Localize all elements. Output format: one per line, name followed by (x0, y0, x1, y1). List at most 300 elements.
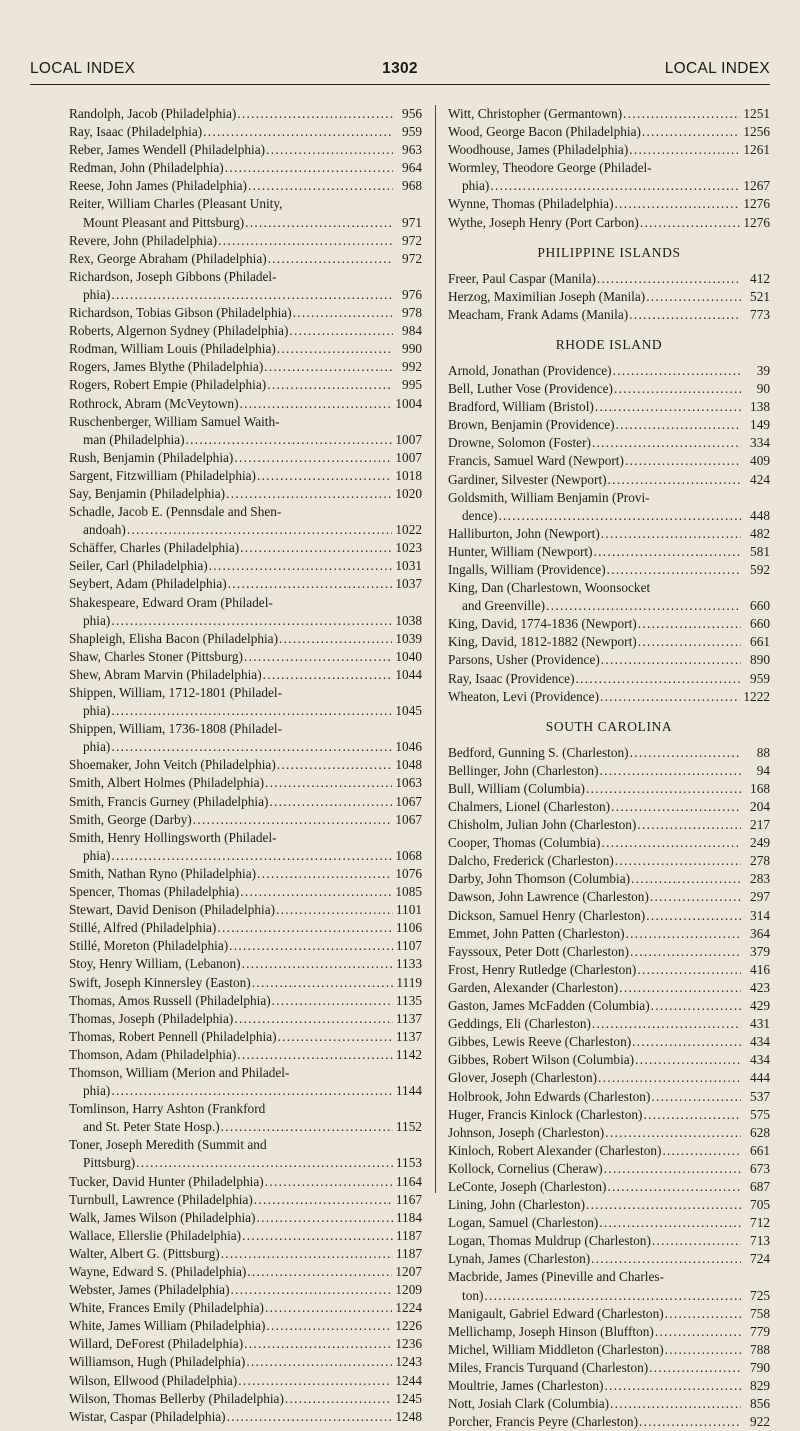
header-rule (30, 84, 770, 85)
entry-name-cont: phia) (83, 612, 111, 628)
entry-page: 963 (402, 142, 422, 158)
entry-line (69, 1335, 422, 1353)
entry-page: 725 (750, 1287, 770, 1303)
entry-line (69, 1390, 422, 1408)
index-entry (69, 1335, 422, 1353)
entry-name: Rex, George Abraham (Philadelphia) (69, 250, 267, 266)
index-entry (69, 992, 422, 1010)
entry-page: 1022 (395, 522, 422, 538)
entry-page: 575 (750, 1106, 770, 1122)
dot-leader (601, 651, 741, 669)
index-entry (448, 888, 770, 906)
entry-name: Rush, Benjamin (Philadelphia) (69, 449, 234, 465)
entry-line (448, 1232, 770, 1250)
dot-leader (229, 937, 393, 955)
entry-line (448, 762, 770, 780)
entry-page: 416 (750, 961, 770, 977)
index-entry (69, 1010, 422, 1028)
entry-name: Witt, Christopher (Germantown) (448, 106, 623, 121)
entry-name: Thomas, Robert Pennell (Philadelphia) (69, 1028, 277, 1044)
entry-page: 537 (750, 1088, 770, 1104)
index-entry (448, 525, 770, 543)
entry-line (69, 630, 422, 648)
entry-page: 217 (750, 817, 770, 833)
entry-name-cont: man (Philadelphia) (83, 431, 185, 447)
entry-name: Freer, Paul Caspar (Manila) (448, 270, 596, 286)
dot-leader (600, 762, 741, 780)
entry-name: Johnson, Joseph (Charleston) (448, 1124, 605, 1140)
dot-leader (613, 362, 741, 380)
dot-leader (111, 738, 392, 756)
entry-name: Logan, Thomas Muldrup (Charleston) (448, 1233, 651, 1249)
entry-line (448, 1377, 770, 1395)
entry-name: Chisholm, Julian John (Charleston) (448, 817, 637, 833)
entry-line (69, 901, 422, 919)
entry-name: Reese, John James (Philadelphia) (69, 178, 247, 194)
entry-page: 687 (750, 1178, 770, 1194)
entry-name: Willard, DeForest (Philadelphia) (69, 1336, 244, 1352)
entry-name-cont: and Greenville) (462, 598, 546, 614)
entry-line (69, 883, 422, 901)
entry-name-cont: phia) (83, 847, 111, 863)
entry-line (448, 543, 770, 561)
dot-leader (626, 925, 741, 943)
dot-leader (623, 105, 740, 123)
entry-name: Sargent, Fitzwilliam (Philadelphia) (69, 467, 256, 483)
index-entry (448, 579, 770, 615)
entry-name: Walk, James Wilson (Philadelphia) (69, 1209, 256, 1225)
dot-leader (245, 214, 393, 232)
entry-name: Kollock, Cornelius (Cheraw) (448, 1160, 603, 1176)
entry-line (448, 597, 770, 615)
entry-line (448, 1341, 770, 1359)
entry-name: Revere, John (Philadelphia) (69, 232, 218, 248)
entry-line (448, 525, 770, 543)
index-entry (448, 780, 770, 798)
entry-line (448, 398, 770, 416)
dot-leader (265, 1173, 393, 1191)
entry-page: 278 (750, 853, 770, 869)
index-entry (448, 105, 770, 123)
dot-leader (228, 575, 393, 593)
entry-page: 444 (750, 1070, 770, 1086)
entry-page: 1106 (395, 920, 422, 936)
entry-page: 1038 (395, 612, 422, 628)
column-divider (435, 105, 436, 1193)
entry-name: Brown, Benjamin (Providence) (448, 417, 615, 433)
entry-page: 661 (750, 1142, 770, 1158)
entry-name: Parsons, Usher (Providence) (448, 652, 600, 668)
index-entry (69, 1299, 422, 1317)
index-entry (69, 919, 422, 937)
entry-page: 1187 (395, 1227, 422, 1243)
running-head-right: LOCAL INDEX (664, 60, 770, 77)
entry-name: Meacham, Frank Adams (Manila) (448, 306, 629, 322)
entry-line (448, 452, 770, 470)
index-entry (69, 756, 422, 774)
entry-line (448, 270, 770, 288)
entry-page: 88 (756, 744, 770, 760)
index-entry (69, 865, 422, 883)
dot-leader (601, 525, 741, 543)
entry-line (69, 756, 422, 774)
index-entry (448, 834, 770, 852)
index-entry (69, 1191, 422, 1209)
dot-leader (607, 1178, 741, 1196)
entry-page: 448 (750, 507, 770, 523)
index-entry (69, 1136, 422, 1172)
entry-name: Arnold, Jonathan (Providence) (448, 362, 612, 378)
entry-line (69, 992, 422, 1010)
entry-name: Frost, Henry Rutledge (Charleston) (448, 961, 637, 977)
dot-leader (203, 123, 393, 141)
dot-leader (625, 452, 741, 470)
dot-leader (246, 1353, 392, 1371)
dot-leader (665, 1305, 741, 1323)
entry-name: Smith, Henry Hollingsworth (Philadel- (69, 829, 277, 845)
entry-name: Walter, Albert G. (Pittsburg) (69, 1245, 220, 1261)
entry-page: 1153 (395, 1155, 422, 1171)
dot-leader (240, 395, 393, 413)
entry-name: Huger, Francis Kinlock (Charleston) (448, 1106, 643, 1122)
entry-line (69, 937, 422, 955)
dot-leader (651, 1088, 741, 1106)
entry-name: Swift, Joseph Kinnersley (Easton) (69, 974, 251, 990)
dot-leader (629, 306, 741, 324)
entry-page: 1144 (395, 1083, 422, 1099)
index-entry (448, 288, 770, 306)
entry-name: Turnbull, Lawrence (Philadelphia) (69, 1191, 253, 1207)
index-entry (448, 1250, 770, 1268)
entry-line (69, 521, 422, 539)
index-entry (69, 955, 422, 973)
index-entry (448, 398, 770, 416)
dot-leader (221, 1245, 393, 1263)
entry-line (69, 1227, 422, 1245)
entry-name: Stillé, Moreton (Philadelphia) (69, 938, 229, 954)
entry-name: Ruschenberger, William Samuel Waith- (69, 413, 280, 429)
entry-line (448, 1359, 770, 1377)
entry-page: 1085 (395, 884, 422, 900)
entry-line (448, 471, 770, 489)
entry-name: Seiler, Carl (Philadelphia) (69, 558, 208, 574)
entry-name-cont: phia) (83, 1083, 111, 1099)
entry-line (69, 919, 422, 937)
dot-leader (655, 1323, 741, 1341)
dot-leader (576, 670, 741, 688)
entry-name-cont: andoah) (83, 522, 126, 538)
entry-name: Wilson, Thomas Bellerby (Philadelphia) (69, 1390, 284, 1406)
entry-page: 1243 (395, 1354, 422, 1370)
entry-line (69, 974, 422, 992)
index-column-right (448, 105, 770, 1431)
entry-page: 314 (750, 907, 770, 923)
dot-leader (218, 232, 393, 250)
entry-page: 990 (402, 341, 422, 357)
entry-page: 1048 (395, 757, 422, 773)
dot-leader (597, 270, 741, 288)
entry-line (448, 105, 770, 123)
index-entry (448, 762, 770, 780)
section-heading: PHILIPPINE ISLANDS (537, 244, 681, 260)
entry-page: 1152 (395, 1119, 422, 1135)
entry-line (448, 615, 770, 633)
index-entry (448, 1268, 770, 1304)
dot-leader (267, 376, 393, 394)
entry-line (69, 214, 422, 232)
index-entry (69, 1028, 422, 1046)
index-entry (448, 214, 770, 232)
entry-name: Michel, William Middleton (Charleston) (448, 1341, 664, 1357)
entry-name: Stillé, Alfred (Philadelphia) (69, 920, 217, 936)
entry-line (69, 1263, 422, 1281)
index-entry (448, 1377, 770, 1395)
index-entry (69, 557, 422, 575)
entry-page: 592 (750, 561, 770, 577)
entry-line (69, 105, 422, 123)
index-entry (69, 630, 422, 648)
dot-leader (254, 1191, 393, 1209)
dot-leader (614, 380, 741, 398)
entry-name: Rodman, William Louis (Philadelphia) (69, 341, 276, 357)
dot-leader (646, 907, 741, 925)
entry-name: Wood, George Bacon (Philadelphia) (448, 124, 641, 140)
entry-page: 968 (402, 178, 422, 194)
entry-page: 1107 (395, 938, 422, 954)
entry-name: Emmet, John Patten (Charleston) (448, 925, 625, 941)
index-entry (69, 1227, 422, 1245)
dot-leader (244, 1335, 392, 1353)
dot-leader (136, 1154, 393, 1172)
entry-page: 424 (750, 471, 770, 487)
entry-line (448, 1413, 770, 1431)
dot-leader (632, 1033, 741, 1051)
dot-leader (615, 195, 741, 213)
entry-name: Rogers, Robert Empie (Philadelphia) (69, 377, 267, 393)
index-entry (448, 543, 770, 561)
index-entry (69, 1353, 422, 1371)
index-entry (69, 720, 422, 756)
entry-page: 712 (750, 1215, 770, 1231)
dot-leader (111, 847, 392, 865)
index-entry (448, 471, 770, 489)
entry-name: Nott, Josiah Clark (Columbia) (448, 1396, 610, 1412)
entry-name: Thomas, Joseph (Philadelphia) (69, 1010, 234, 1026)
entry-line (69, 1317, 422, 1335)
entry-page: 94 (756, 762, 770, 778)
entry-line (69, 612, 422, 630)
entry-page: 1044 (395, 666, 422, 682)
index-entry (69, 340, 422, 358)
index-entry (448, 141, 770, 159)
entry-line (69, 1299, 422, 1317)
dot-leader (277, 340, 393, 358)
dot-leader (265, 1299, 392, 1317)
index-entry (448, 416, 770, 434)
index-entry (448, 1196, 770, 1214)
entry-name: Miles, Francis Turquand (Charleston) (448, 1359, 649, 1375)
entry-name: Bradford, William (Bristol) (448, 399, 594, 415)
entry-page: 1276 (743, 214, 770, 230)
entry-page: 521 (750, 288, 770, 304)
entry-line (69, 575, 422, 593)
index-entry (448, 615, 770, 633)
entry-page: 1256 (743, 124, 770, 140)
entry-name: King, David, 1774-1836 (Newport) (448, 616, 637, 632)
entry-line (69, 1353, 422, 1371)
entry-page: 972 (402, 250, 422, 266)
dot-leader (498, 507, 741, 525)
entry-name-cont: and St. Peter State Hosp.) (83, 1119, 220, 1135)
dot-leader (611, 798, 741, 816)
entry-line (69, 648, 422, 666)
index-entry (448, 1160, 770, 1178)
index-entry (448, 195, 770, 213)
entry-name: Smith, George (Darby) (69, 811, 192, 827)
dot-leader (638, 615, 741, 633)
entry-line (69, 1281, 422, 1299)
entry-name: Darby, John Thomson (Columbia) (448, 871, 631, 887)
entry-line (69, 123, 422, 141)
dot-leader (252, 974, 393, 992)
entry-line (448, 1160, 770, 1178)
dot-leader (111, 702, 392, 720)
entry-page: 1119 (396, 974, 422, 990)
entry-name: Bell, Luther Vose (Providence) (448, 381, 613, 397)
index-entry (448, 907, 770, 925)
index-entry (69, 594, 422, 630)
dot-leader (604, 1377, 741, 1395)
dot-leader (257, 1209, 393, 1227)
entry-page: 1267 (743, 178, 770, 194)
dot-leader (615, 852, 741, 870)
entry-line (69, 485, 422, 503)
dot-leader (238, 1372, 392, 1390)
entry-page: 431 (750, 1016, 770, 1032)
dot-leader (652, 1232, 741, 1250)
index-entry (69, 413, 422, 449)
entry-name: Rogers, James Blythe (Philadelphia) (69, 359, 264, 375)
index-entry (69, 1173, 422, 1191)
entry-page: 412 (750, 270, 770, 286)
dot-leader (592, 434, 741, 452)
entry-name: Schadle, Jacob E. (Pennsdale and Shen- (69, 504, 282, 520)
dot-leader (289, 322, 393, 340)
index-entry (69, 793, 422, 811)
entry-page: 1133 (395, 956, 422, 972)
entry-name: Wilson, Ellwood (Philadelphia) (69, 1372, 238, 1388)
dot-leader (266, 1317, 392, 1335)
entry-page: 1137 (395, 1010, 422, 1026)
entry-page: 978 (402, 305, 422, 321)
index-entry (69, 1281, 422, 1299)
entry-name: Gibbes, Robert Wilson (Columbia) (448, 1052, 635, 1068)
entry-name: King, David, 1812-1882 (Newport) (448, 634, 637, 650)
index-entry (69, 1100, 422, 1136)
entry-line (448, 1305, 770, 1323)
dot-leader (602, 834, 742, 852)
dot-leader (616, 416, 741, 434)
entry-name: King, Dan (Charlestown, Woonsocket (448, 580, 651, 596)
entry-line (448, 434, 770, 452)
entry-name: Ray, Isaac (Providence) (448, 670, 575, 686)
dot-leader (630, 744, 741, 762)
entry-line (448, 1015, 770, 1033)
index-entry (448, 925, 770, 943)
entry-line (69, 141, 422, 159)
entry-name: Smith, Nathan Ryno (Philadelphia) (69, 865, 257, 881)
dot-leader (111, 286, 393, 304)
entry-name: Shippen, William, 1712-1801 (Philadel- (69, 685, 283, 700)
entry-page: 660 (750, 616, 770, 632)
entry-line (69, 1028, 422, 1046)
entry-page: 423 (750, 979, 770, 995)
entry-name: Bull, William (Columbia) (448, 780, 585, 796)
entry-name: Stoy, Henry William, (Lebanon) (69, 956, 241, 972)
entry-line (69, 358, 422, 376)
index-entry (69, 883, 422, 901)
entry-page: 1063 (395, 775, 422, 791)
running-head-left: LOCAL INDEX (30, 60, 136, 77)
index-entry (448, 561, 770, 579)
entry-line (69, 1173, 422, 1191)
index-entry (69, 937, 422, 955)
entry-name: Francis, Samuel Ward (Newport) (448, 453, 624, 469)
entry-line (69, 1046, 422, 1064)
index-entry (448, 123, 770, 141)
entry-name-cont: phia) (83, 739, 111, 755)
entry-line (448, 561, 770, 579)
index-entry (69, 449, 422, 467)
index-entry (69, 304, 422, 322)
dot-leader (642, 123, 740, 141)
entry-name: Shakespeare, Edward Oram (Philadel- (69, 594, 273, 610)
dot-leader (640, 214, 741, 232)
entry-page: 1037 (395, 576, 422, 592)
entry-name: Rothrock, Abram (McVeytown) (69, 395, 239, 411)
dot-leader (266, 141, 393, 159)
index-entry (448, 1051, 770, 1069)
entry-name: Wayne, Edward S. (Philadelphia) (69, 1264, 247, 1279)
entry-name: Schäffer, Charles (Philadelphia) (69, 540, 240, 556)
dot-leader (630, 943, 741, 961)
dot-leader (272, 992, 393, 1010)
entry-line (69, 1245, 422, 1263)
entry-page: 964 (402, 160, 422, 176)
entry-name: Thomson, Adam (Philadelphia) (69, 1046, 237, 1062)
index-entry (448, 270, 770, 288)
index-entry (69, 1372, 422, 1390)
index-entry (448, 306, 770, 324)
entry-line (69, 557, 422, 575)
dot-leader (662, 1142, 741, 1160)
entry-name: Gibbes, Lewis Reeve (Charleston) (448, 1034, 632, 1050)
index-entry (69, 648, 422, 666)
entry-page: 1046 (395, 739, 422, 755)
entry-line (69, 1372, 422, 1390)
dot-leader (278, 1028, 393, 1046)
index-entry (69, 1046, 422, 1064)
entry-name: Richardson, Joseph Gibbons (Philadel- (69, 268, 277, 284)
entry-name: Seybert, Adam (Philadelphia) (69, 576, 227, 592)
index-entry (69, 159, 422, 177)
index-entry (448, 1088, 770, 1106)
entry-line (448, 141, 770, 159)
entry-page: 788 (750, 1341, 770, 1357)
entry-line (448, 1069, 770, 1087)
dot-leader (242, 1227, 393, 1245)
entry-line (448, 651, 770, 669)
